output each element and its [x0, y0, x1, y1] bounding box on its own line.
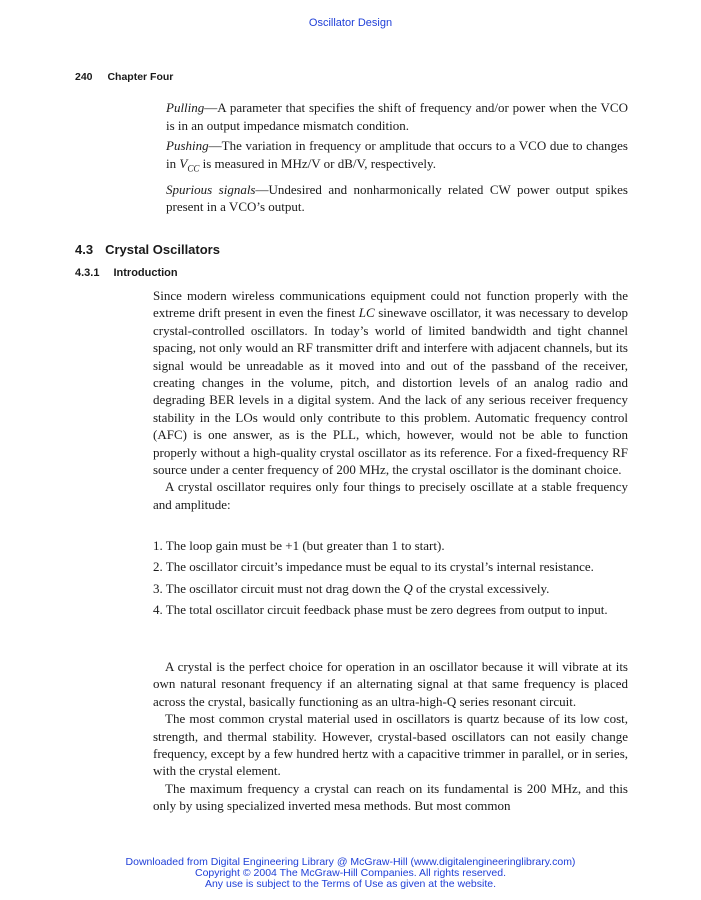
- list-number: 4.: [153, 602, 163, 618]
- definition-term: Pushing: [166, 138, 209, 153]
- footer: [0, 857, 701, 890]
- variable-q: Q: [403, 580, 413, 596]
- list-item: [153, 537, 628, 554]
- definition-term: Spurious signals: [166, 181, 256, 197]
- requirements-list: [153, 537, 628, 623]
- intro-body: [153, 287, 628, 513]
- variable-lc: LC: [358, 305, 375, 321]
- paragraph: The maximum frequency a crystal can reach on its fundamental is 200 MHz, and this only by using specialized inverted mesa methods. But most common: [153, 780, 628, 814]
- footer-download-link[interactable]: Downloaded from Digital Engineering Library @ McGraw-Hill (www.digitalengineeringlibrary.com): [125, 856, 576, 868]
- list-item: [153, 601, 628, 618]
- list-text: The loop gain must be +1 (but greater than 1 to start).: [165, 538, 445, 553]
- list-text: The oscillator circuit’s impedance must be equal to its crystal’s internal resistance.: [165, 559, 594, 575]
- definition-pushing: [166, 137, 628, 178]
- section-heading: [75, 242, 220, 257]
- paragraph: [153, 287, 628, 478]
- definition-text: —A parameter that specifies the shift of frequency and/or power when the VCO is in an output impedance mismatch condition.: [166, 100, 628, 133]
- variable-v: V: [179, 155, 188, 171]
- definition-spurious: [166, 181, 628, 216]
- footer-terms-link[interactable]: Any use is subject to the Terms of Use as given at the website.: [204, 878, 497, 890]
- header-title-link[interactable]: Oscillator Design: [308, 17, 393, 29]
- paragraph: A crystal oscillator requires only four things to precisely oscillate at a stable frequency and amplitude:: [153, 479, 628, 512]
- definitions-block: [166, 99, 628, 219]
- list-text: The oscillator circuit must not drag down the: [165, 580, 404, 596]
- paragraph: The most common crystal material used in oscillators is quartz because of its low cost, strength, and thermal stability. However, crystal-based oscillators can not easily change frequency, except by a few hundred hertz with a capacitive trimmer in parallel, or in series, with the crystal element.: [153, 711, 628, 779]
- section-title: Crystal Oscillators: [105, 242, 220, 257]
- paragraph: A crystal is the perfect choice for operation in an oscillator because it will vibrate at its own natural resonant frequency if an alternating signal at that same frequency is placed across the crystal, basically functioning as an ultra-high-Q series resonant circuit.: [153, 659, 628, 709]
- list-number: 2.: [153, 559, 163, 575]
- footer-copyright: Copyright © 2004 The McGraw-Hill Companies. All rights reserved.: [195, 867, 506, 879]
- text-run: sinewave oscillator, it was necessary to develop crystal-controlled oscillators. In today’s world of limited bandwidth and tight channel spacing, not only would an RF transmitter drift and interfere with adjacent channels, but its signal would be unreadable as it moved into and out of the passband of the receiver, creating changes in the volume, pitch, and distortion levels of an analog radio and degrading BER levels in a digital system. And the lack of any serious receiver frequency stability in the LOs would only contribute to this problem. Automatic frequency control (AFC) is one answer, as is the PLL, which, however, would not be able to function properly without a high-quality crystal oscillator as its reference. For a fixed-frequency RF source under a center frequency of 200 MHz, the crystal oscillator is the dominant choice.: [153, 305, 628, 478]
- running-head: [75, 71, 173, 83]
- definition-text: —The variation in frequency or amplitude that occurs to a VCO due to changes in: [166, 138, 628, 171]
- subsection-title: Introduction: [113, 267, 178, 279]
- definition-text-end: is measured in MHz/V or dB/V, respectively.: [199, 155, 436, 171]
- main-body: [153, 658, 628, 815]
- list-text: The total oscillator circuit feedback phase must be zero degrees from output to input.: [165, 602, 608, 618]
- list-item: [153, 558, 628, 575]
- list-text-end: of the crystal excessively.: [412, 580, 550, 596]
- section-number: 4.3: [75, 242, 94, 257]
- list-number: 3.: [153, 580, 163, 596]
- subsection-heading: [75, 267, 178, 279]
- page-number: 240: [75, 71, 93, 83]
- subsection-number: 4.3.1: [75, 267, 100, 279]
- text-run: Since modern wireless communications equipment could not function properly with the extreme drift present in even the finest: [153, 288, 628, 321]
- chapter-title: Chapter Four: [107, 71, 174, 83]
- list-number: 1.: [153, 538, 163, 553]
- variable-subscript: CC: [187, 163, 200, 174]
- definition-pulling: [166, 99, 628, 134]
- definition-term: Pulling: [166, 100, 205, 115]
- definition-text: —Undesired and nonharmonically related CW power output spikes present in a VCO’s output.: [166, 181, 628, 215]
- list-item: [153, 580, 628, 597]
